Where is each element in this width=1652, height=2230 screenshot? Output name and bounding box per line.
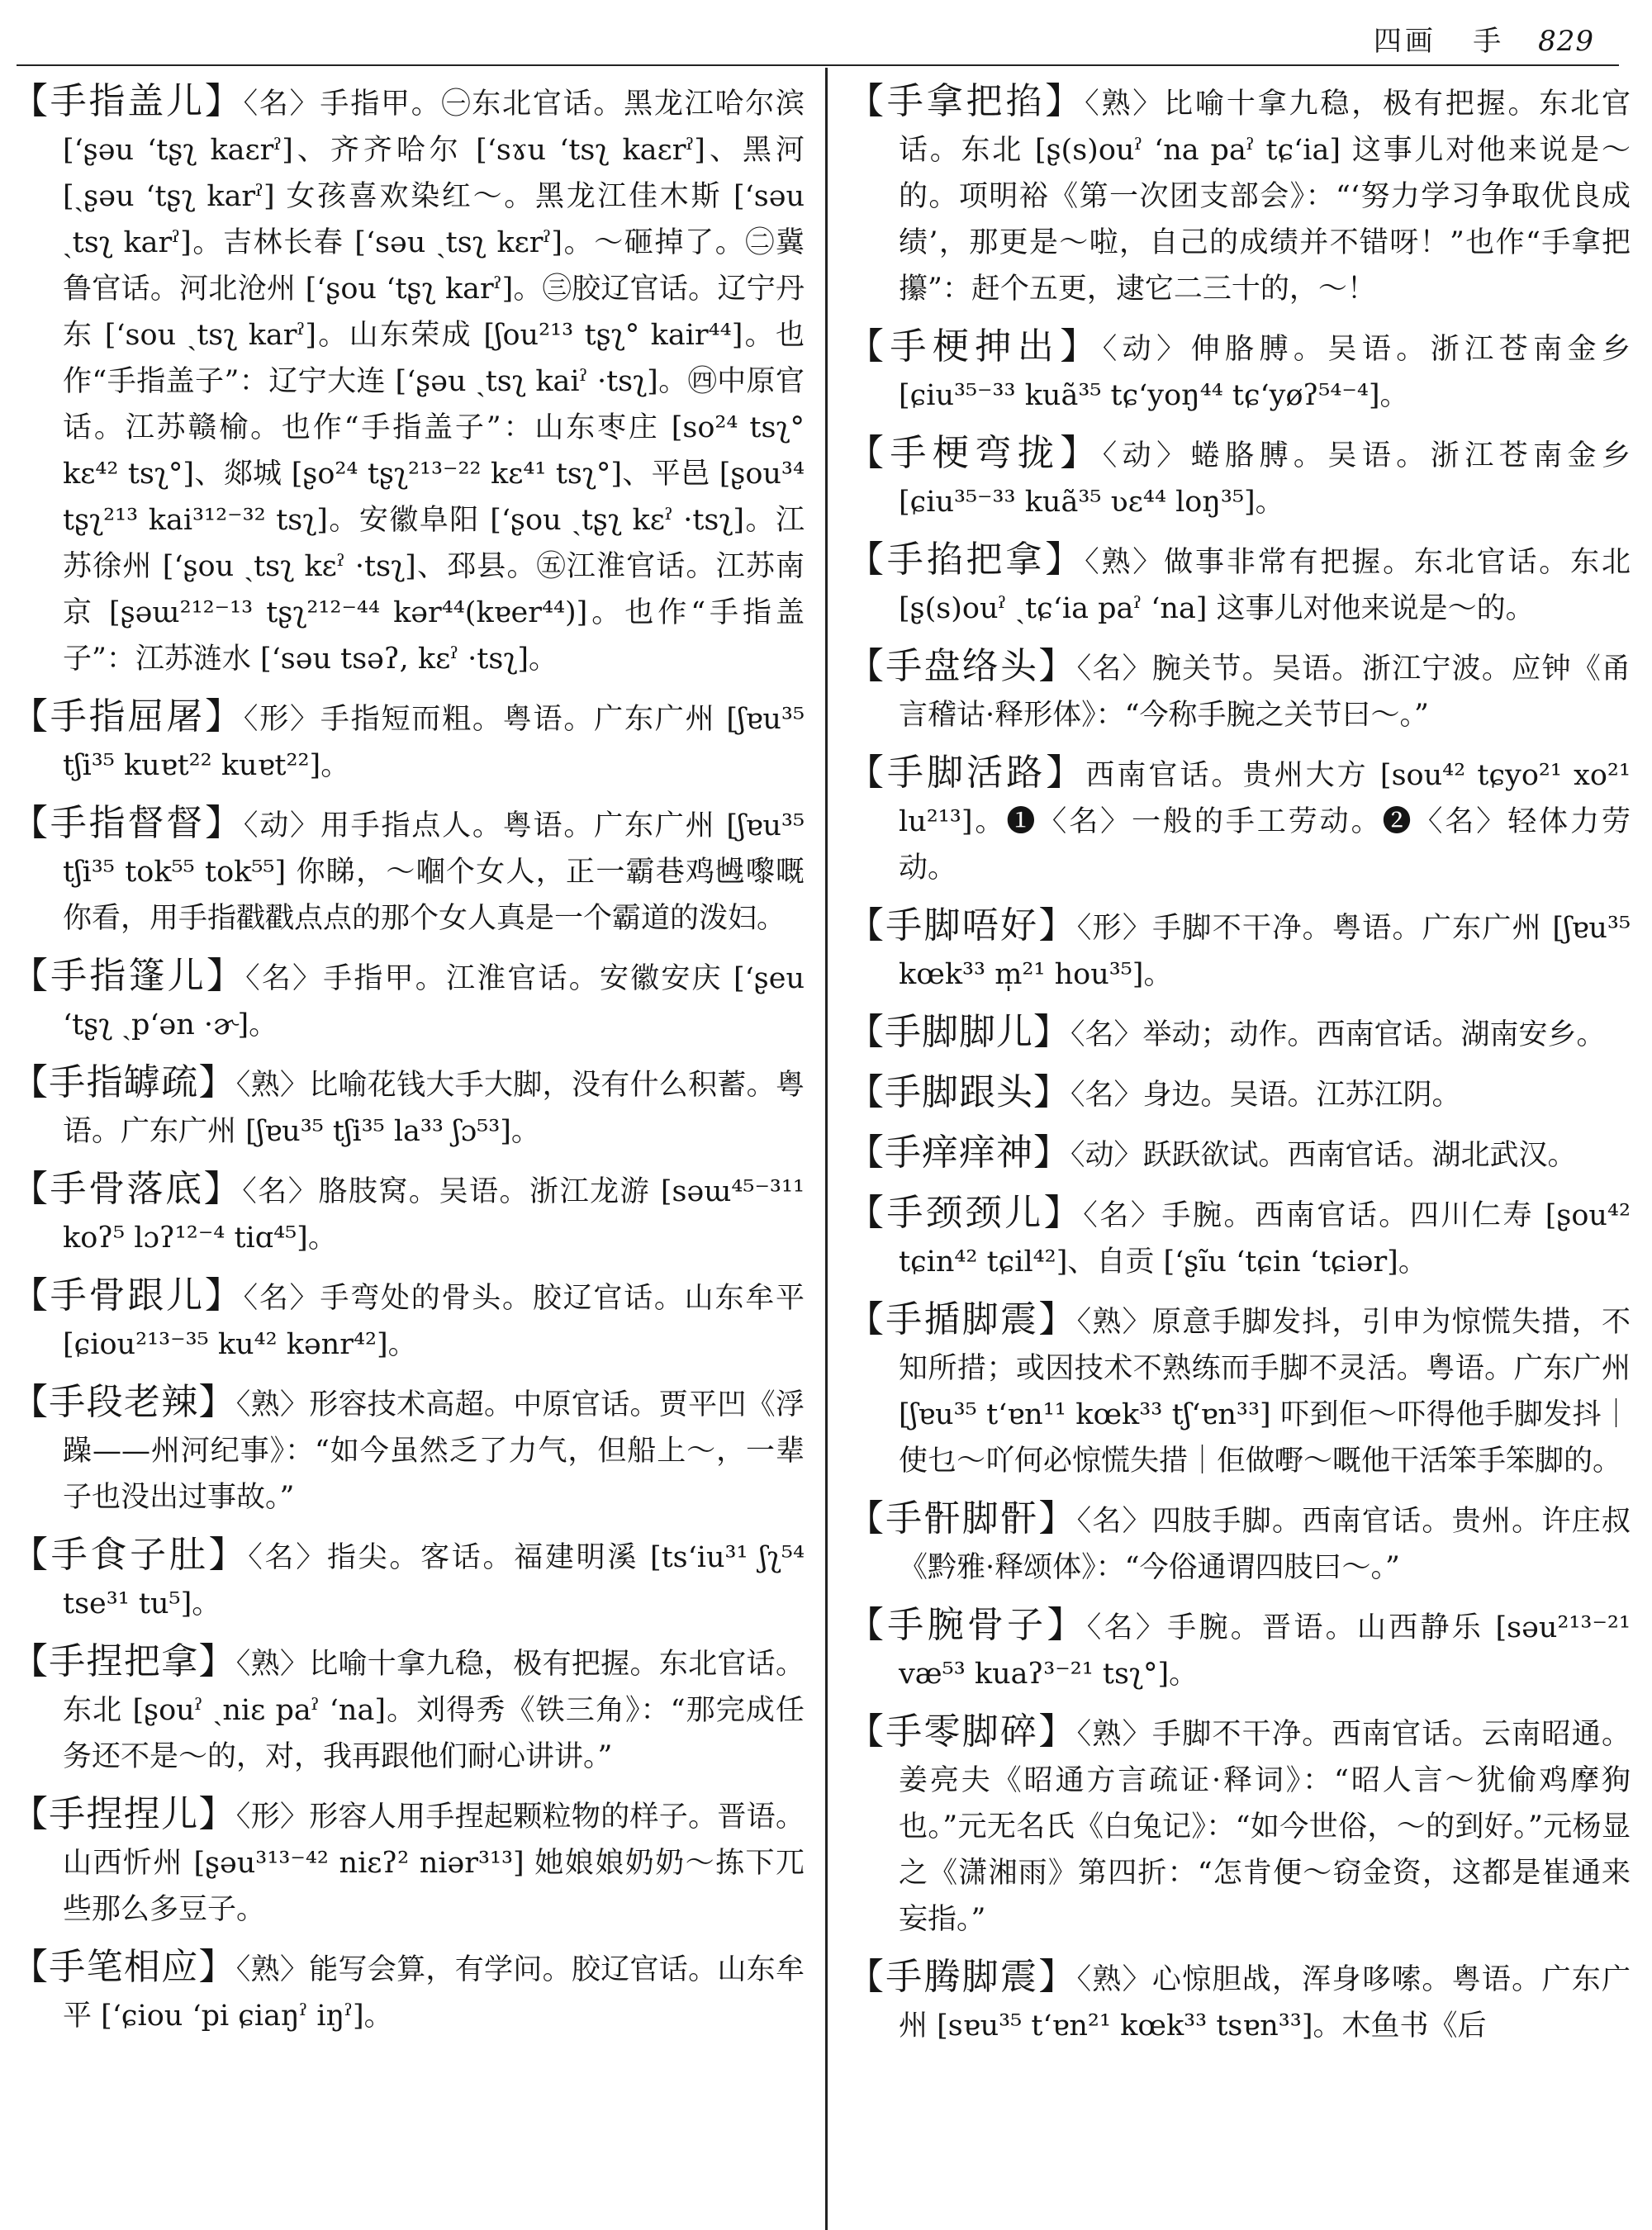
dictionary-entry [12,1639,805,1780]
dictionary-entry [12,78,805,682]
section-label: 四画 [1373,25,1436,58]
entry-text: 〈名〉手指甲。江淮官话。安徽安庆 [ʻʂeu ʻtʂʅ ˏpʻən ·ɚ]。 [63,962,805,1041]
entry-headword: 【手颈颈儿】 [847,1192,1084,1234]
entry-text: 〈熟〉手脚不干净。西南官话。云南昭通。姜亮夫《昭通方言疏证·释词》：“昭人言～犹偷鸡摩狗也。”元无名氏《白兔记》：“如今世俗，～的到好。”元杨显之《潇湘雨》第四折：“怎肯便～窃金资，这都是崔通来妄指。” [899,1718,1631,1936]
dictionary-entry [847,537,1631,632]
dictionary-entry [12,1532,805,1627]
entry-text: 〈熟〉比喻花钱大手大脚，没有什么积蓄。粤语。广东广州 [ʃɐu³⁵ tʃi³⁵ la³³ ʃɔ⁵³]。 [63,1069,805,1148]
dictionary-entry [12,800,805,942]
dictionary-entry [12,1273,805,1368]
dictionary-entry [847,643,1631,738]
entry-text: 〈名〉手指甲。㊀东北官话。黑龙江哈尔滨 [ʻʂəu ʻtʂʅ kaɛrˀ]、齐齐哈尔 [ʻsɤu ʻtsʅ kaɛrˀ]、黑河 [ˏʂəu ʻtʂʅ karˀ] 女孩喜欢染红～。黑龙江佳木斯 [ʻsəu ˏtsʅ karˀ]。吉林长春 [ʻsəu ˏtsʅ kɛrˀ]。～砸掉了。㊁冀鲁官话。河北沧州 [ʻʂou ʻtʂʅ karˀ]。㊂胶辽官话。辽宁丹东 [ʻsou ˏtsʅ karˀ]。山东荣成 [ʃou²¹³ tʂʅ° kair⁴⁴]。也作“手指盖子”：辽宁大连 [ʻʂəu ˏtsʅ kaiˀ ·tsʅ]。㊃中原官话。江苏赣榆。也作“手指盖子”：山东枣庄 [so²⁴ tsʅ° kɛ⁴² tsʅ°]、郯城 [ʂo²⁴ tʂʅ²¹³⁻²² kɛ⁴¹ tsʅ°]、平邑 [ʂou³⁴ tʂʅ²¹³ kai³¹²⁻³² tsʅ]。安徽阜阳 [ʻʂou ˏtʂʅ kɛˀ ·tsʅ]。江苏徐州 [ʻʂou ˏtsʅ kɛˀ ·tsʅ]、邳县。㊄江淮官话。江苏南京 [ʂəɯ²¹²⁻¹³ tʂʅ²¹²⁻⁴⁴ kər⁴⁴(kɐer⁴⁴)]。也作“手指盖子”：江苏涟水 [ʻsəu tsəʔ, kɛˀ ·tsʅ]。 [63,88,805,676]
entry-headword: 【手拿把掐】 [847,80,1085,122]
page-number: 829 [1538,25,1594,58]
entry-headword: 【手笔相应】 [12,1946,236,1988]
entry-headword: 【手腾脚震】 [847,1956,1077,1998]
entry-headword: 【手揗脚震】 [847,1298,1077,1340]
entry-headword: 【手指屈屠】 [12,695,244,738]
entry-text: 〈形〉手脚不干净。粤语。广东广州 [ʃɐu³⁵ kœk³³ m̩²¹ hou³⁵]。 [899,912,1631,991]
dictionary-entry [847,750,1631,891]
left-column [12,78,805,2218]
entry-headword: 【手指督督】 [12,802,244,844]
entry-headword: 【手脚唔好】 [847,904,1077,947]
dictionary-entry [12,1166,805,1261]
entry-text: 〈熟〉比喻十拿九稳，极有把握。东北官话。东北 [ʂouˀ ˏniɛ paˀ ʻna]。刘得秀《铁三角》：“那完成任务还不是～的，对，我再跟他们耐心讲讲。” [63,1648,805,1773]
right-column [847,78,1631,2218]
entry-text: 〈名〉举动；动作。西南官话。湖南安乡。 [1070,1018,1606,1051]
dictionary-entry [12,1060,805,1155]
header-rule [17,64,1619,66]
entry-text: 〈名〉手弯处的骨头。胶辽官话。山东牟平 [ɕiou²¹³⁻³⁵ ku⁴² kənr⁴²]。 [63,1282,805,1361]
running-head [1374,18,1594,59]
entry-headword: 【手捏把拿】 [12,1640,236,1682]
entry-text: 〈名〉手腕。晋语。山西静乐 [səu²¹³⁻²¹ væ⁵³ kuaʔ³⁻²¹ tsʅ°]。 [899,1611,1631,1691]
entry-text: 〈形〉手指短而粗。粤语。广东广州 [ʃɐu³⁵ tʃi³⁵ kuɐt²² kuɐt²²]。 [63,703,805,782]
entry-headword: 【手指篷儿】 [12,955,246,997]
entry-headword: 【手脚活路】 [847,752,1086,794]
dictionary-entry [847,1009,1631,1058]
entry-headword: 【手指盖儿】 [12,80,244,122]
dictionary-entry [12,1379,805,1521]
entry-text: 〈熟〉形容技术高超。中原官话。贾平凹《浮躁——州河纪事》：“如今虽然乏了力气，但船上～，一辈子也没出过事故。” [63,1388,805,1514]
entry-text: 〈熟〉心惊胆战，浑身哆嗦。粤语。广东广州 [sɐu³⁵ tʻɐn²¹ kœk³³ tsɐn³³]。木鱼书《后 [899,1963,1631,2043]
dictionary-entry [847,1602,1631,1697]
entry-headword: 【手捏捏儿】 [12,1793,236,1835]
entry-text: 〈动〉跃跃欲试。西南官话。湖北武汉。 [1070,1139,1577,1172]
dictionary-entry [847,1954,1631,2049]
dictionary-entry [847,1070,1631,1118]
dictionary-entry [847,1130,1631,1179]
dictionary-entry [847,903,1631,998]
entry-text: 〈名〉四肢手脚。西南官话。贵州。许庄叔《黔雅·释颂体》：“今俗通谓四肢曰～。” [899,1505,1631,1584]
entry-headword: 【手梗抻出】 [847,325,1103,368]
entry-text: 〈动〉用手指点人。粤语。广东广州 [ʃɐu³⁵ tʃi³⁵ tok⁵⁵ tok⁵⁵] 你睇，～嗰个女人，正一霸巷鸡乸嚟嘅 你看，用手指戳戳点点的那个女人真是一个霸道的泼妇。 [63,809,805,935]
entry-headword: 【手骨跟儿】 [12,1274,244,1317]
entry-headword: 【手腕骨子】 [847,1604,1087,1646]
entry-text: 西南官话。贵州大方 [sou⁴² tɕyo²¹ xo²¹ lu²¹³]。❶〈名〉一般的手工劳动。❷〈名〉轻体力劳动。 [899,759,1631,885]
entry-headword: 【手零脚碎】 [847,1710,1077,1753]
entry-text: 〈名〉腕关节。吴语。浙江宁波。应钟《甬言稽诂·释形体》：“今称手腕之关节曰～。” [899,652,1631,732]
entry-headword: 【手骨落底】 [12,1168,243,1210]
entry-headword: 【手骭脚骭】 [847,1497,1077,1540]
entry-headword: 【手脚脚儿】 [847,1011,1070,1053]
entry-text: 〈熟〉比喻十拿九稳，极有把握。东北官话。东北 [ʂ(s)ouˀ ʻna paˀ tɕʻia] 这事儿对他来说是～的。项明裕《第一次团支部会》：“‘努力学习争取优良成绩’，那更是～啦，自己的成绩并不错呀！”也作“手拿把攥”：赶个五更，逮它二三十的，～！ [899,88,1631,306]
dictionary-entry [12,694,805,789]
column-divider [825,68,828,2230]
entry-text: 〈名〉身边。吴语。江苏江阴。 [1070,1079,1461,1112]
entry-headword: 【手梗弯拢】 [847,432,1103,474]
entry-headword: 【手脚跟头】 [847,1071,1070,1113]
entry-headword: 【手盘络头】 [847,645,1077,687]
entry-text: 〈熟〉做事非常有把握。东北官话。东北 [ʂ(s)ouˀ ˏtɕʻia paˀ ʻna] 这事儿对他来说是～的。 [899,546,1631,625]
entry-text: 〈熟〉能写会算，有学问。胶辽官话。山东牟平 [ʻɕiou ʻpi ɕiaŋˀ iŋˀ]。 [63,1953,805,2033]
entry-headword: 【手掐把拿】 [847,539,1085,581]
dictionary-entry [847,1709,1631,1943]
dictionary-entry [12,1791,805,1933]
entry-text: 〈动〉伸胳膊。吴语。浙江苍南金乡 [ɕiu³⁵⁻³³ kuã³⁵ tɕʻyoŋ⁴⁴ tɕʻyøʔ⁵⁴⁻⁴]。 [899,333,1631,412]
entry-text: 〈名〉手腕。西南官话。四川仁寿 [ʂou⁴² tɕin⁴² tɕil⁴²]、自贡 [ʻʂĩu ʻtɕin ʻtɕiər]。 [899,1199,1631,1279]
dictionary-entry [847,430,1631,525]
entry-headword: 【手段老辣】 [12,1381,236,1423]
dictionary-entry [12,953,805,1048]
entry-text: 〈形〉形容人用手捏起颗粒物的样子。晋语。山西忻州 [ʂəu³¹³⁻⁴² niɛʔ² niər³¹³] 她娘娘奶奶～拣下兀些那么多豆子。 [63,1801,805,1926]
entry-headword: 【手指罅疏】 [12,1061,236,1103]
dictionary-entry [847,1297,1631,1484]
dictionary-entry [847,78,1631,312]
dictionary-entry [847,1190,1631,1285]
entry-text: 〈熟〉原意手脚发抖，引申为惊慌失措，不知所措；或因技术不熟练而手脚不灵活。粤语。广东广州 [ʃɐu³⁵ tʻɐn¹¹ kœk³³ tʃʻɐn³³] 吓到佢～吓得他手脚发抖｜使乜～吖何必惊慌失措｜佢做嘢～嘅他干活笨手笨脚的。 [899,1306,1631,1478]
dictionary-entry [12,1944,805,2039]
dictionary-entry [847,324,1631,419]
entry-text: 〈名〉指尖。客话。福建明溪 [tsʻiu³¹ ʃʅ⁵⁴ tse³¹ tu⁵]。 [63,1541,805,1620]
radical-label: 手 [1473,25,1505,58]
entry-text: 〈名〉胳肢窝。吴语。浙江龙游 [səɯ⁴⁵⁻³¹¹ koʔ⁵ lɔʔ¹²⁻⁴ tiɑ⁴⁵]。 [63,1175,805,1255]
dictionary-entry [847,1496,1631,1591]
entry-text: 〈动〉蜷胳膊。吴语。浙江苍南金乡 [ɕiu³⁵⁻³³ kuã³⁵ ʋɛ⁴⁴ loŋ³⁵]。 [899,439,1631,519]
entry-headword: 【手痒痒神】 [847,1132,1070,1174]
entry-headword: 【手食子肚】 [12,1534,249,1576]
